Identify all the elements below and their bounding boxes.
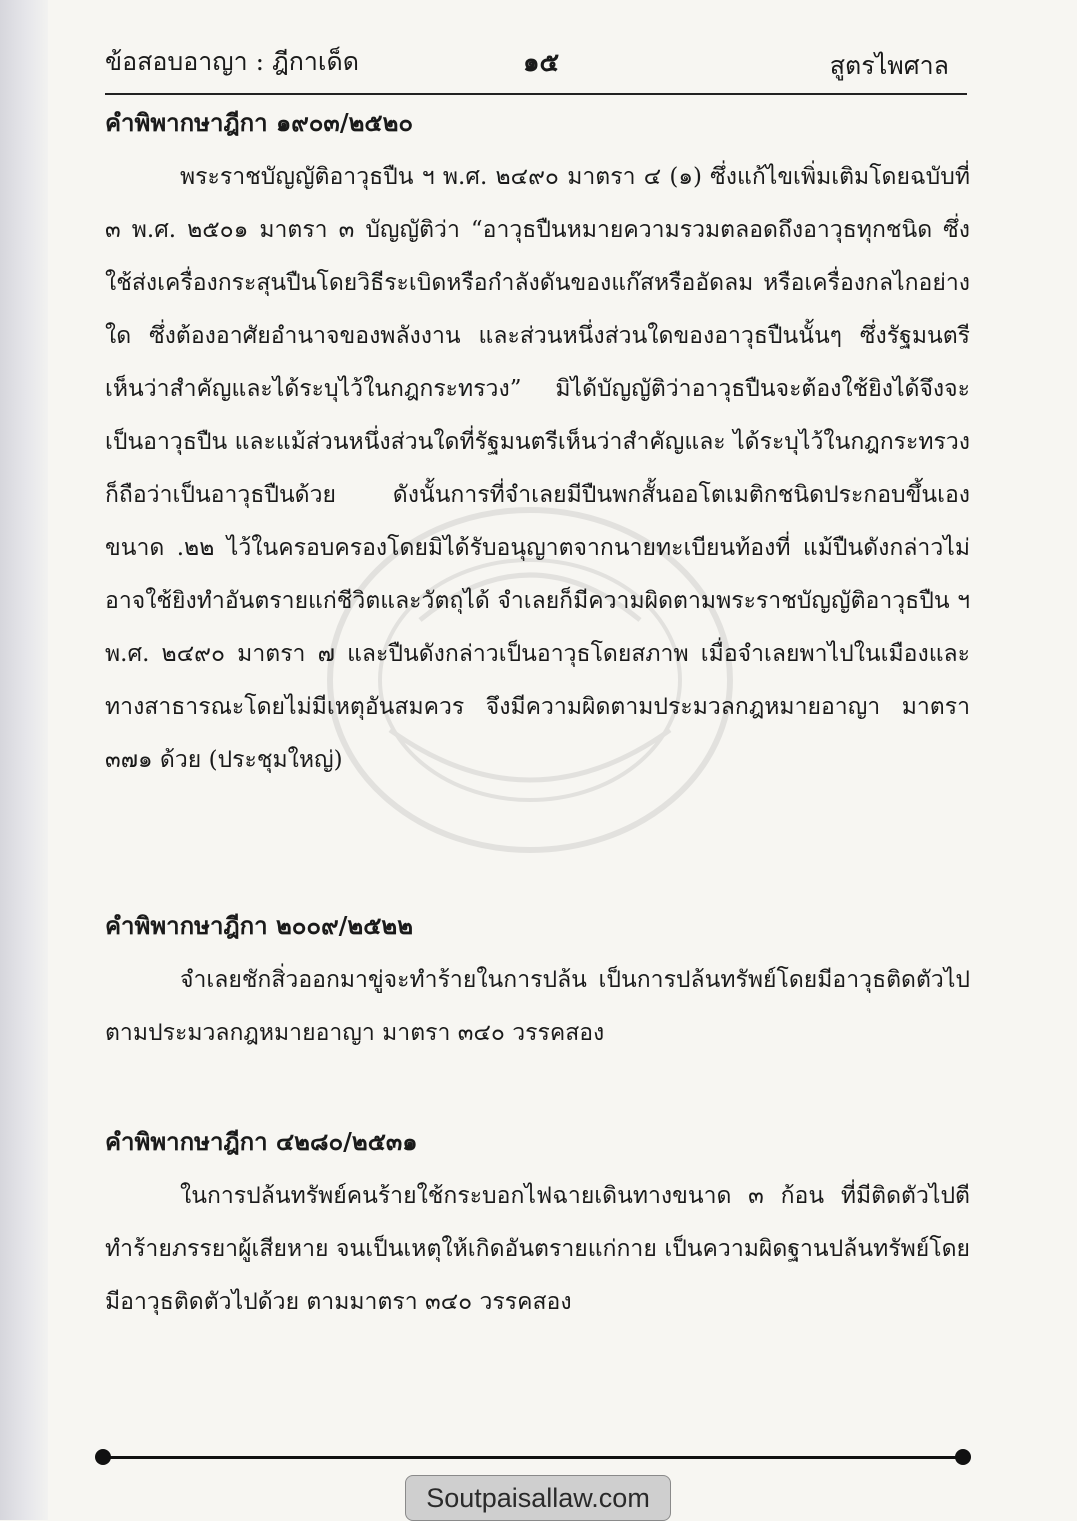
header-book-title: ข้อสอบอาญา : ฎีกาเด็ด bbox=[105, 47, 359, 76]
case-body: ในการปล้นทรัพย์คนร้ายใช้กระบอกไฟฉายเดินทางขนาด ๓ ก้อน ที่มีติดตัวไปตีทำร้ายภรรยาผู้เสียหาย จนเป็นเหตุให้เกิดอันตรายแก่กาย เป็นความผิดฐานปล้นทรัพย์โดยมีอาวุธติดตัวไปด้วย ตามมาตรา ๓๔๐ วรรคสอง bbox=[105, 1183, 970, 1315]
website-watermark: Soutpaisallaw.com bbox=[405, 1475, 671, 1521]
case-2009-2522 bbox=[105, 906, 970, 1060]
case-1903-2520 bbox=[105, 103, 970, 787]
case-body: จำเลยชักสิ่วออกมาขู่จะทำร้ายในการปล้น เป็นการปล้นทรัพย์โดยมีอาวุธติดตัวไป ตามประมวลกฎหมายอาญา มาตรา ๓๔๐ วรรคสอง bbox=[105, 967, 970, 1046]
header-publisher: สูตรไพศาล bbox=[829, 51, 949, 80]
case-title: คำพิพากษาฎีกา ๒๐๐๙/๒๕๒๒ bbox=[105, 911, 414, 940]
book-spine-shadow bbox=[0, 0, 48, 1520]
case-title: คำพิพากษาฎีกา ๑๙๐๓/๒๕๒๐ bbox=[105, 108, 414, 137]
case-body: พระราชบัญญัติอาวุธปืน ฯ พ.ศ. ๒๔๙๐ มาตรา ๔ (๑) ซึ่งแก้ไขเพิ่มเติมโดยฉบับที่ ๓ พ.ศ. ๒๕๐๑ มาตรา ๓ บัญญัติว่า “อาวุธปืนหมายความรวมตลอดถึงอาวุธทุกชนิด ซึ่งใช้ส่งเครื่องกระสุนปืนโดยวิธีระเบิดหรือกำลังดันของแก๊สหรืออัดลม หรือเครื่องกลไกอย่างใด ซึ่งต้องอาศัยอำนาจของพลังงาน และส่วนหนึ่งส่วนใดของอาวุธปืนนั้นๆ ซึ่งรัฐมนตรีเห็นว่าสำคัญและได้ระบุไว้ในกฎกระทรวง” มิได้บัญญัติว่าอาวุธปืนจะต้องใช้ยิงได้จึงจะเป็นอาวุธปืน และแม้ส่วนหนึ่งส่วนใดที่รัฐมนตรีเห็นว่าสำคัญและ ได้ระบุไว้ในกฎกระทรวงก็ถือว่าเป็นอาวุธปืนด้วย ดังนั้นการที่จำเลยมีปืนพกสั้นออโตเมติกชนิดประกอบขึ้นเองขนาด .๒๒ ไว้ในครอบครองโดยมิได้รับอนุญาตจากนายทะเบียนท้องที่ แม้ปืนดังกล่าวไม่อาจใช้ยิงทำอันตรายแก่ชีวิตและวัตถุได้ จำเลยก็มีความผิดตามพระราชบัญญัติอาวุธปืน ฯ พ.ศ. ๒๔๙๐ มาตรา ๗ และปืนดังกล่าวเป็นอาวุธโดยสภาพ เมื่อจำเลยพาไปในเมืองและทางสาธารณะโดยไม่มีเหตุอันสมควร จึงมีความผิดตามประมวลกฎหมายอาญา มาตรา ๓๗๑ ด้วย (ประชุมใหญ่) bbox=[105, 164, 970, 773]
page-number: ๑๕ bbox=[523, 48, 560, 78]
case-title: คำพิพากษาฎีกา ๔๒๘๐/๒๕๓๑ bbox=[105, 1127, 418, 1156]
page-header bbox=[105, 38, 949, 84]
footer-divider bbox=[103, 1456, 963, 1459]
footer-divider-end-dot bbox=[95, 1449, 111, 1465]
footer-divider-end-dot bbox=[955, 1449, 971, 1465]
header-divider bbox=[105, 93, 967, 95]
case-4280-2531 bbox=[105, 1122, 970, 1329]
